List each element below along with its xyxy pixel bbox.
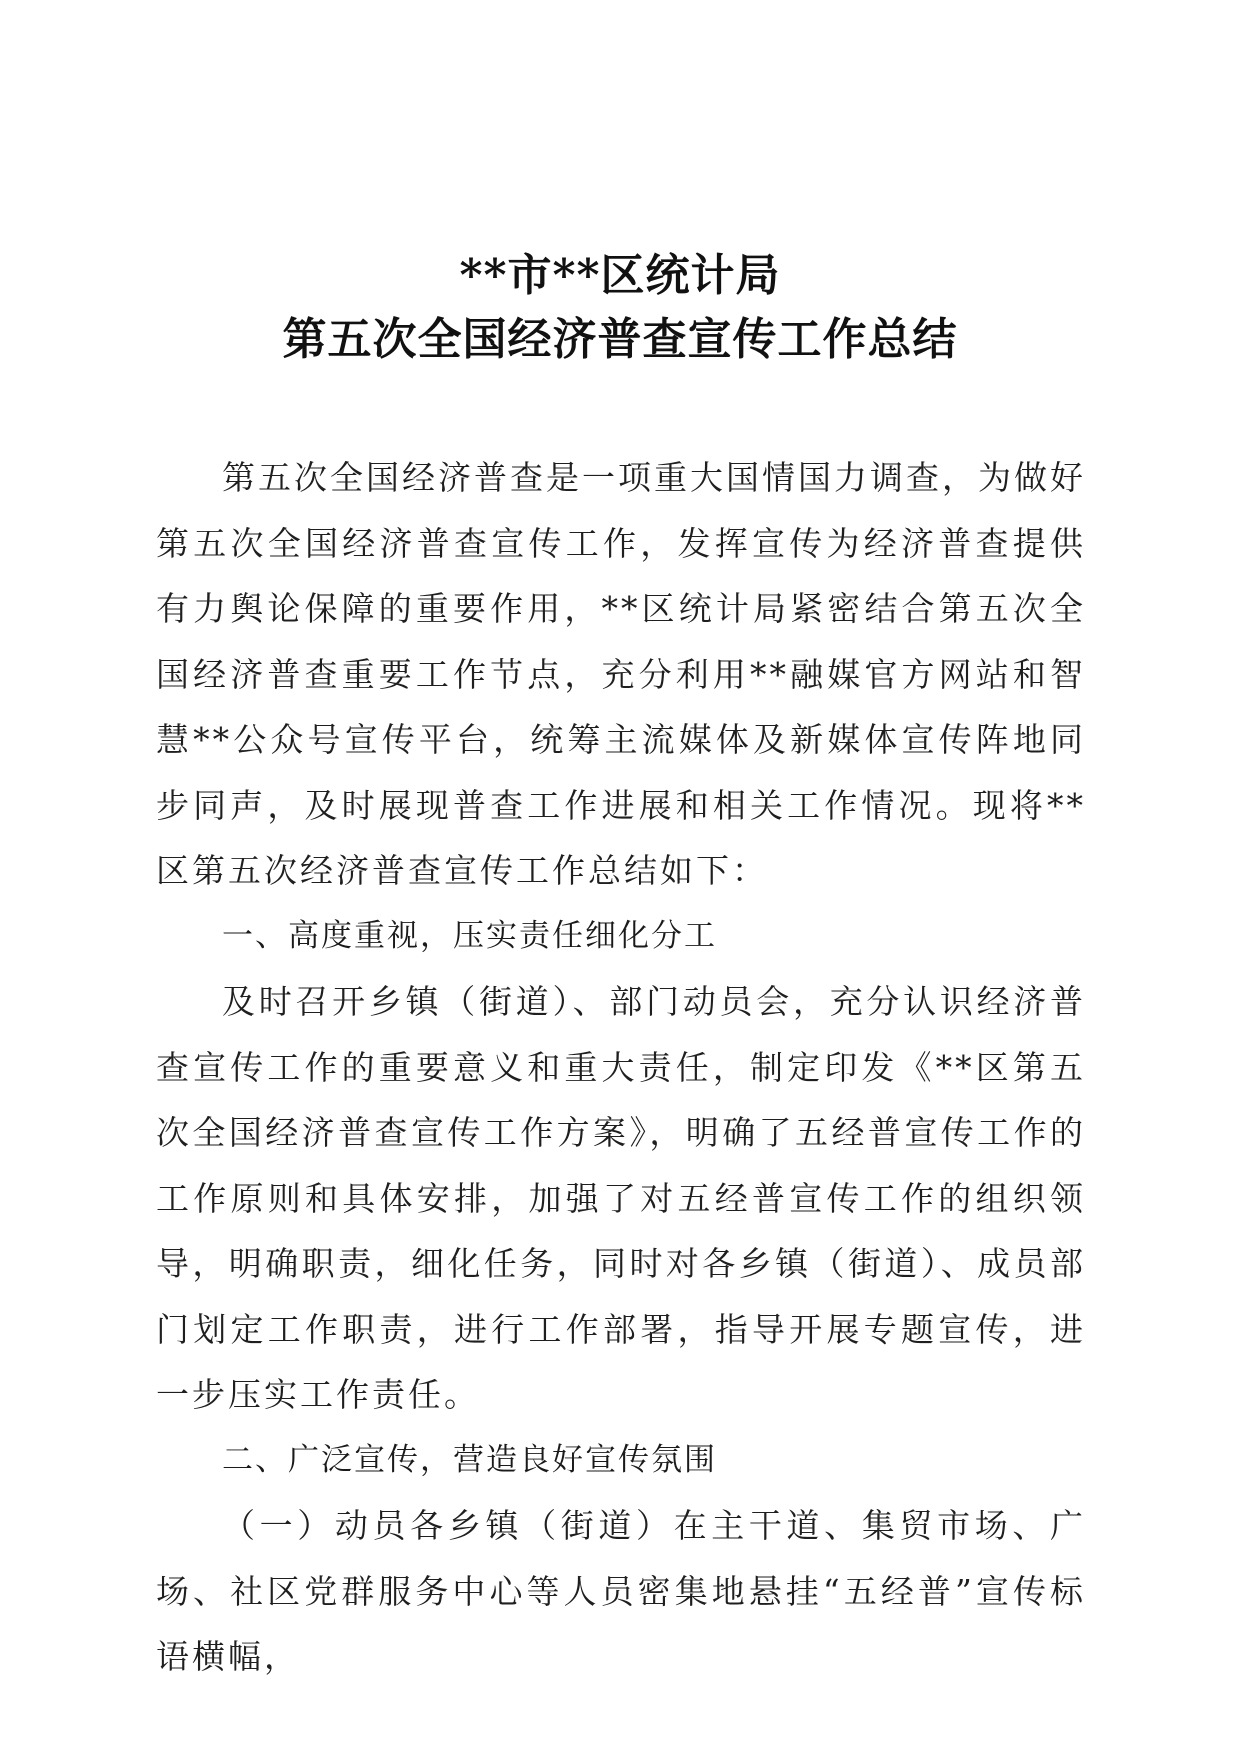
section-2-item-1: （一）动员各乡镇（街道）在主干道、集贸市场、广场、社区党群服务中心等人员密集地悬挂“五经普”宣传标语横幅， — [156, 1506, 1086, 1676]
section-2-heading: 二、广泛宣传，营造良好宣传氛围 — [222, 1441, 717, 1478]
section-1-paragraph: 及时召开乡镇（街道）、部门动员会，充分认识经济普查宣传工作的重要意义和重大责任，制定印发《**区第五次全国经济普查宣传工作方案》，明确了五经普宣传工作的工作原则和具体安排，加强了对五经普宣传工作的组织领导，明确职责，细化任务，同时对各乡镇（街道）、成员部门划定工作职责，进行工作部署，指导开展专题宣传，进一步压实工作责任。 — [156, 982, 1086, 1414]
document-title-line-2: 第五次全国经济普查宣传工作总结 — [282, 314, 958, 365]
intro-paragraph: 第五次全国经济普查是一项重大国情国力调查，为做好第五次全国经济普查宣传工作，发挥宣传为经济普查提供有力舆论保障的重要作用，**区统计局紧密结合第五次全国经济普查重要工作节点，充分利用**融媒官方网站和智慧**公众号宣传平台，统筹主流媒体及新媒体宣传阵地同步同声，及时展现普查工作进展和相关工作情况。现将**区第五次经济普查宣传工作总结如下： — [156, 458, 1086, 890]
document-body — [156, 445, 1086, 1690]
section-1-heading: 一、高度重视，压实责任细化分工 — [222, 917, 717, 954]
document-title-line-1: **市**区统计局 — [459, 250, 781, 301]
